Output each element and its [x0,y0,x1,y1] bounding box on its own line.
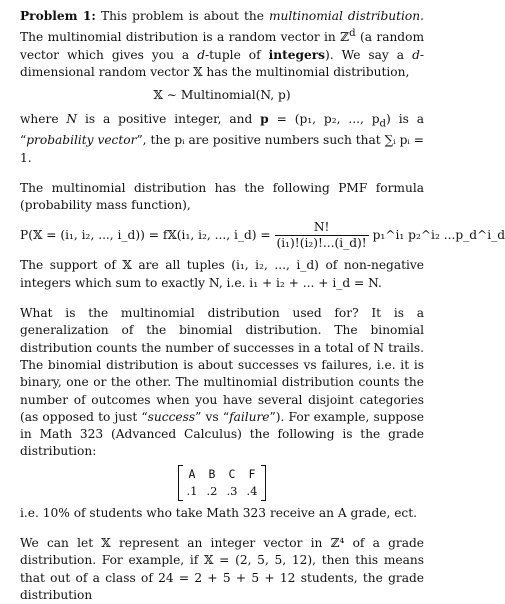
support-paragraph: The support of 𝕏 are all tuples (i₁, i₂, ..., i_d) of non-negative integers which sum to exactly N, i.e. i₁ + i₂ + ... + i_d = N. [20,258,424,290]
problem-label: Problem 1: [20,9,96,23]
grade-note-paragraph: i.e. 10% of students who take Math 323 receive an A grade, ect. [20,505,418,520]
pmf-formula: P(𝕏 = (i₁, i₂, ..., i_d)) = f𝕏(i₁, i₂, ..., i_d) = $\frac{N!}{\text{(i₁)!(i₂)!...(i\_d)!}}$ p₁^i₁ p₂^i₂ ...p_d^i_d [20,220,505,251]
matrix-header: A [188,466,196,481]
matrix-header: C [228,466,236,481]
matrix-value: .2 [206,483,218,498]
pmf-fraction: $\frac{N!}{\text{(i₁)!(i₂)!...(i\_d)!}}$ [276,220,367,251]
example-paragraph: We can let 𝕏 represent an integer vector in ℤ⁴ of a grade distribution. For example, if 𝕏 = (2, 5, 5, 12), then this means that out of a class of 24 = 2 + 5 + 5 + 12 students, the grade distribution [20,536,424,602]
pmf-intro-paragraph: The multinomial distribution has the following PMF formula (probability mass function), [20,180,424,213]
usage-paragraph: What is the multinomial distribution used for? It is a generalization of the binomial distribution. The binomial distribution counts the number of successes in a total of N trails. The binomial distribution is about successes vs failures, i.e. it is binary, one or the other. The multinomial distribution counts the number of outcomes when you have several disjoint categories (as opposed to just “success” vs “failure”). For example, suppose in Math 323 (Advanced Calculus) the following is the grade distribution: [20,306,424,459]
matrix-value: .1 [186,483,198,498]
matrix-header: F [248,466,256,481]
matrix-value: .3 [226,483,238,498]
intro-paragraph: Problem 1: This problem is about the multinomial distribution. The multinomial distribution is a random vector in ℤ$^d$ (a random vector which gives you a d-tuple of integers). We say a d-dimensional random vector 𝕏 has the multinomial distribution, [20,9,425,79]
document-page [20,8,505,604]
matrix-value: .4 [246,483,258,498]
grade-distribution-matrix [20,465,424,501]
matrix-header: B [208,466,216,481]
definition-paragraph: where N is a positive integer, and p = (p₁, p₂, ..., $p_d$) is a “probability vector”, the pᵢ are positive numbers such that ∑ᵢ pᵢ = 1. [20,111,424,165]
multinomial-equation: 𝕏 ∼ Multinomial(N, p) [153,88,291,103]
